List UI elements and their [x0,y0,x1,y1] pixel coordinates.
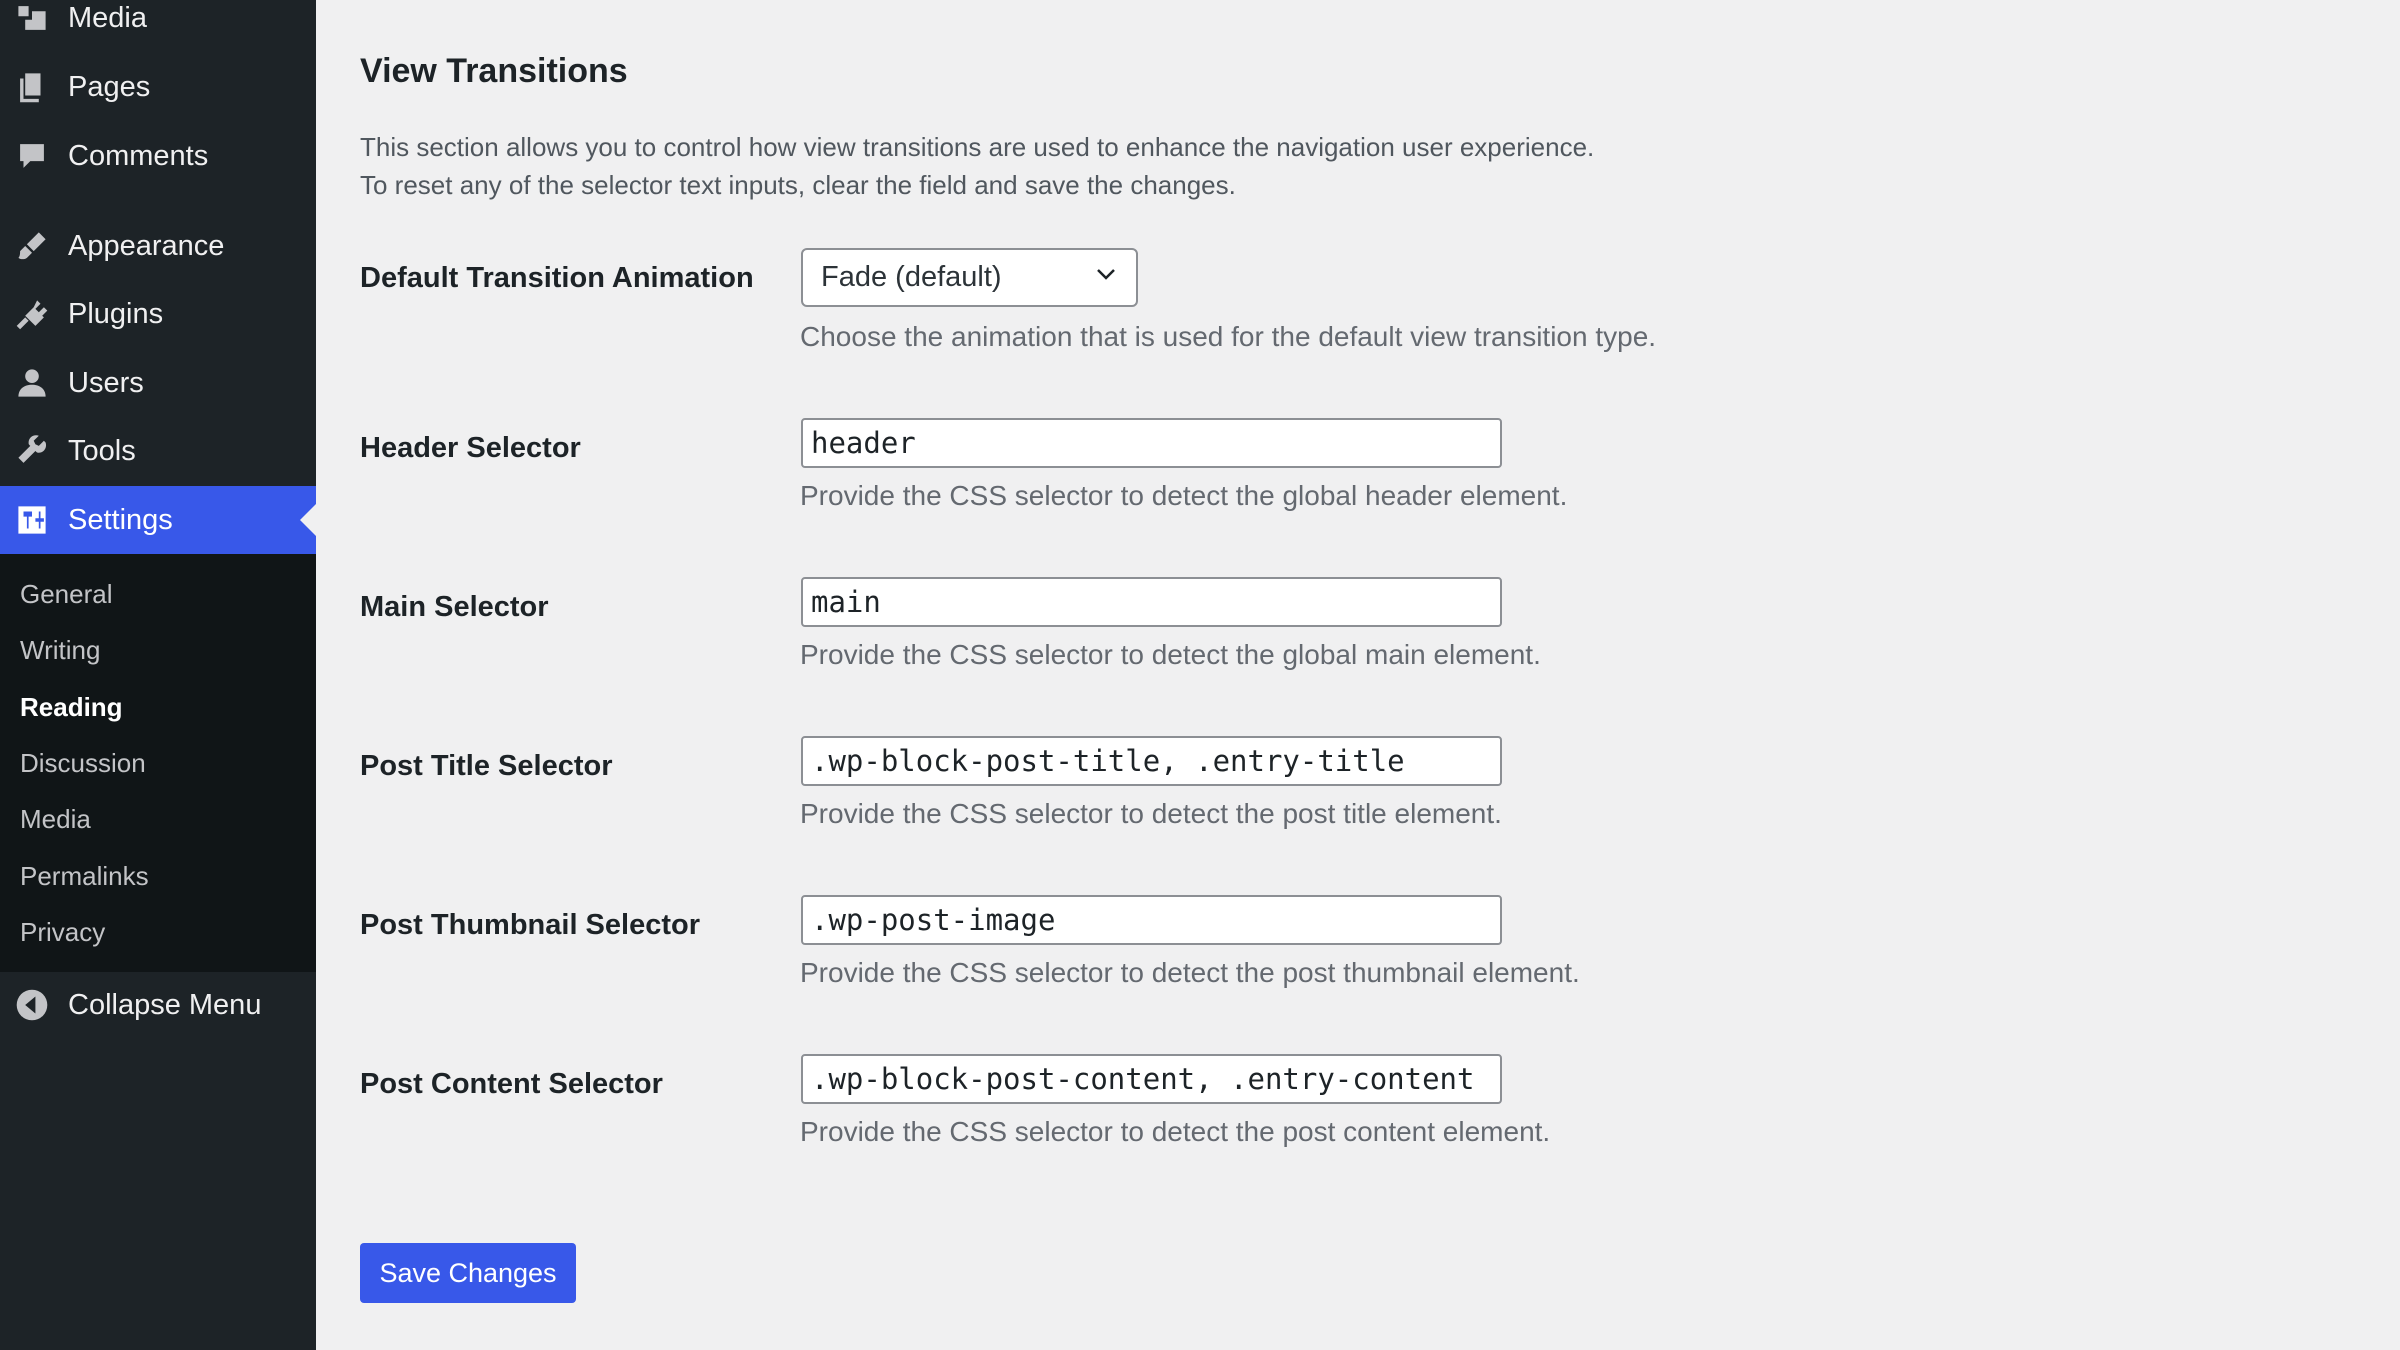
collapse-menu-button[interactable] [0,971,316,1039]
post-title-selector-label: Post Title Selector [360,750,613,782]
section-description [360,128,1594,204]
menu-item-label: Tools [68,434,136,467]
submenu-item-privacy[interactable]: Privacy [20,917,106,947]
description-line-1: This section allows you to control how view transitions are used to enhance the navigation user experience. [360,132,1595,162]
plugins-plug-icon [14,296,50,332]
menu-item-pages[interactable] [0,53,316,121]
post-thumbnail-selector-help: Provide the CSS selector to detect the post thumbnail element. [800,957,1580,988]
submenu-item-general[interactable]: General [20,579,113,609]
collapse-arrow-icon [14,987,50,1023]
comments-icon [14,138,50,174]
collapse-menu-label: Collapse Menu [68,988,262,1021]
menu-item-tools[interactable] [0,417,316,485]
default-animation-help: Choose the animation that is used for the default view transition type. [800,321,1657,352]
post-thumbnail-selector-input[interactable] [801,895,1502,945]
post-title-selector-help: Provide the CSS selector to detect the post title element. [800,798,1502,829]
save-changes-button[interactable]: Save Changes [360,1243,576,1303]
default-animation-select[interactable] [801,248,1138,307]
menu-item-users[interactable] [0,349,316,417]
submenu-item-discussion[interactable]: Discussion [20,748,146,778]
menu-item-label: Settings [68,503,173,536]
main-selector-help: Provide the CSS selector to detect the global main element. [800,639,1541,670]
menu-item-label: Plugins [68,297,164,330]
pages-icon [14,69,50,105]
default-animation-label: Default Transition Animation [360,262,754,294]
section-title: View Transitions [360,52,628,90]
settings-sliders-icon [14,502,50,538]
submenu-item-writing[interactable]: Writing [20,635,101,665]
active-menu-arrow [300,504,316,536]
post-content-selector-input[interactable] [801,1054,1502,1104]
menu-item-media[interactable] [0,0,316,52]
settings-submenu [0,554,316,972]
header-selector-input[interactable] [801,418,1502,468]
submenu-item-reading[interactable]: Reading [20,692,123,722]
menu-item-label: Comments [68,139,209,172]
menu-item-appearance[interactable] [0,212,316,280]
header-selector-help: Provide the CSS selector to detect the global header element. [800,480,1568,511]
header-selector-label: Header Selector [360,432,581,464]
description-line-2: To reset any of the selector text inputs, clear the field and save the changes. [360,170,1236,200]
menu-item-settings[interactable] [0,486,316,554]
post-content-selector-label: Post Content Selector [360,1068,663,1100]
menu-item-label: Users [68,366,144,399]
media-icon [14,0,50,36]
menu-item-comments[interactable] [0,122,316,190]
menu-item-plugins[interactable] [0,280,316,348]
admin-sidebar [0,0,316,1350]
post-thumbnail-selector-label: Post Thumbnail Selector [360,909,700,941]
select-value: Fade (default) [821,261,1002,293]
appearance-brush-icon [14,228,50,264]
submenu-item-permalinks[interactable]: Permalinks [20,861,149,891]
main-selector-input[interactable] [801,577,1502,627]
tools-wrench-icon [14,433,50,469]
chevron-down-icon [1094,261,1118,294]
post-content-selector-help: Provide the CSS selector to detect the post content element. [800,1116,1551,1147]
menu-item-label: Pages [68,70,151,103]
menu-item-label: Appearance [68,229,225,262]
users-icon [14,365,50,401]
submenu-item-media[interactable]: Media [20,804,91,834]
menu-item-label: Media [68,1,147,34]
post-title-selector-input[interactable] [801,736,1502,786]
main-selector-label: Main Selector [360,591,549,623]
